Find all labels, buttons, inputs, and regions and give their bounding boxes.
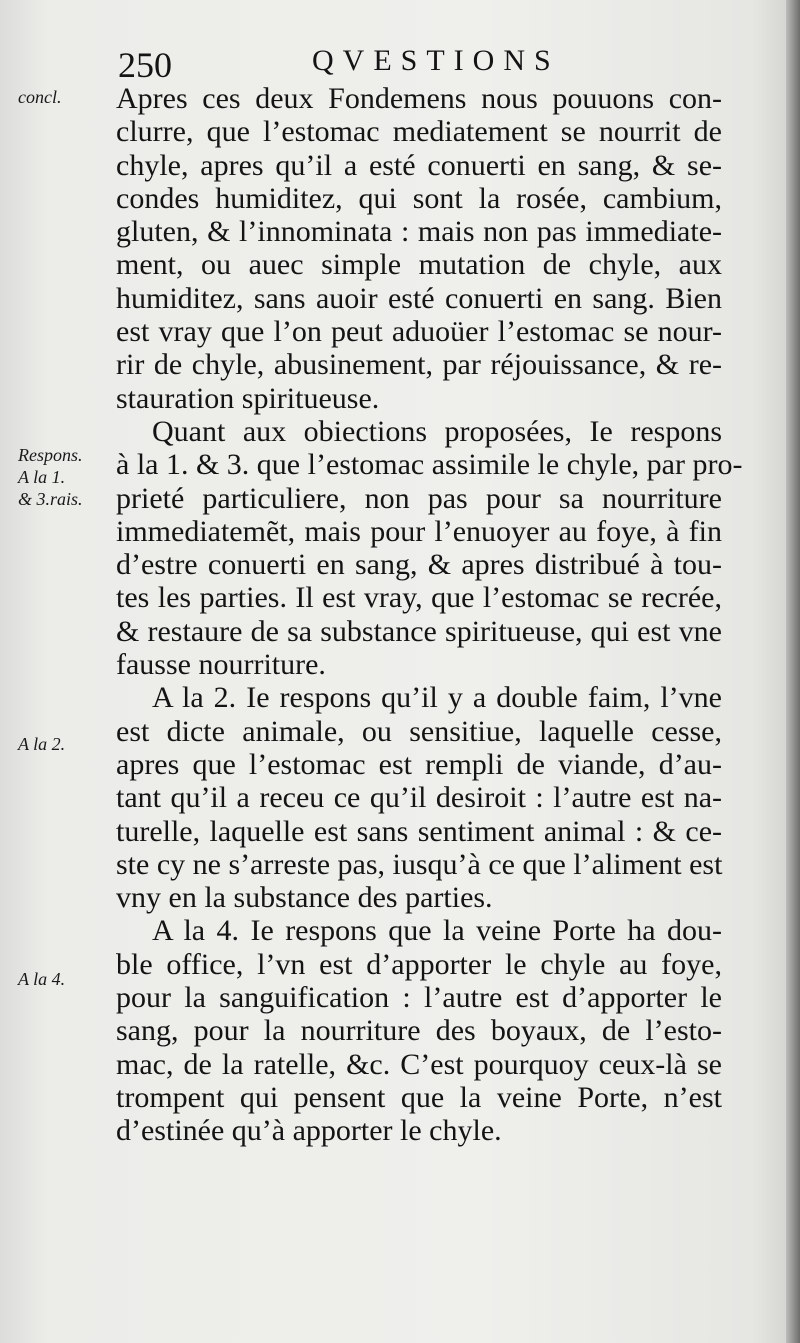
text-line: ste cy ne s’arreste pas, iusqu’à ce que l’aliment est (116, 847, 723, 881)
paragraph-a-la-2 (116, 681, 722, 914)
text-line: est vray que l’on peut aduoüer l’estomac se nour- (116, 315, 722, 349)
text-line: condes humiditez, qui sont la rosée, cambium, (116, 181, 722, 215)
text-line: rir de chyle, abusinement, par réjouissance, & re- (116, 348, 722, 382)
margin-note-a-la-4: A la 4. (18, 969, 66, 989)
text-line: A la 4. Ie respons que la veine Porte ha dou- (152, 914, 722, 948)
text-line: Apres ces deux Fondemens nous pouuons con- (116, 82, 722, 115)
text-line: est dicte animale, ou sensitiue, laquelle cesse, (116, 714, 722, 748)
text-line: prieté particuliere, non pas pour sa nourriture (116, 481, 722, 515)
page-gutter-shadow (786, 0, 800, 1343)
text-line: d’estinée qu’à apporter le chyle. (116, 1114, 502, 1148)
body-text (116, 82, 743, 1148)
text-line: apres que l’estomac est rempli de viande, d’au- (116, 747, 722, 781)
text-line: chyle, apres qu’il a esté conuerti en sang, & se- (116, 148, 722, 182)
paragraph-conclusion (116, 82, 722, 415)
paragraph-respons (116, 414, 743, 682)
margin-note-line: & 3.rais. (18, 489, 83, 509)
text-line: stauration spiritueuse. (116, 381, 380, 415)
text-line: mac, de la ratelle, &c. C’est pourquoy ceux-là se (116, 1047, 722, 1081)
bleed-through-text (540, 1190, 547, 1220)
margin-note-a-la-2: A la 2. (18, 734, 66, 754)
text-line: d’estre conuerti en sang, & apres distribué à tou- (116, 548, 722, 582)
text-line: A la 2. Ie respons qu’il y a double faim, l’vne (152, 681, 722, 715)
text-line: & restaure de sa substance spiritueuse, qui est vne (116, 614, 722, 648)
text-line: sang, pour la nourriture des boyaux, de l’esto- (116, 1014, 722, 1048)
text-line: tes les parties. Il est vray, que l’estomac se recrée, (116, 581, 722, 615)
margin-note-respons (18, 444, 83, 510)
text-line: clurre, que l’estomac mediatement se nourrit de (116, 115, 722, 149)
text-line: vny en la substance des parties. (116, 881, 493, 915)
margin-note-concl: concl. (18, 87, 62, 107)
running-title: QVESTIONS (312, 44, 560, 77)
text-line: trompent qui pensent que la veine Porte, n’est (116, 1080, 722, 1114)
margin-note-line: Respons. (18, 445, 83, 465)
text-line: immediatemẽt, mais pour l’enuoyer au foye, à fin (116, 514, 722, 548)
text-line: fausse nourriture. (116, 648, 326, 682)
margin-note-line: A la 1. (18, 467, 66, 487)
text-line: gluten, & l’innominata : mais non pas immediate- (116, 215, 722, 249)
text-line: turelle, laquelle est sans sentiment animal : & ce- (116, 814, 722, 848)
text-line: Quant aux obiections proposées, Ie respons (152, 414, 722, 448)
text-line: à la 1. & 3. que l’estomac assimile le chyle, par pro- (116, 448, 743, 482)
page-number: 250 (118, 45, 172, 85)
text-line: ment, ou auec simple mutation de chyle, aux (116, 248, 722, 282)
text-line: tant qu’il a receu ce qu’il desiroit : l’autre est na- (116, 781, 722, 815)
text-line: pour la sanguification : l’autre est d’apporter le (116, 981, 722, 1015)
text-line: humiditez, sans auoir esté conuerti en sang. Bien (116, 281, 722, 315)
paragraph-a-la-4 (116, 914, 722, 1147)
text-line: ble office, l’vn est d’apporter le chyle au foye, (116, 947, 722, 981)
